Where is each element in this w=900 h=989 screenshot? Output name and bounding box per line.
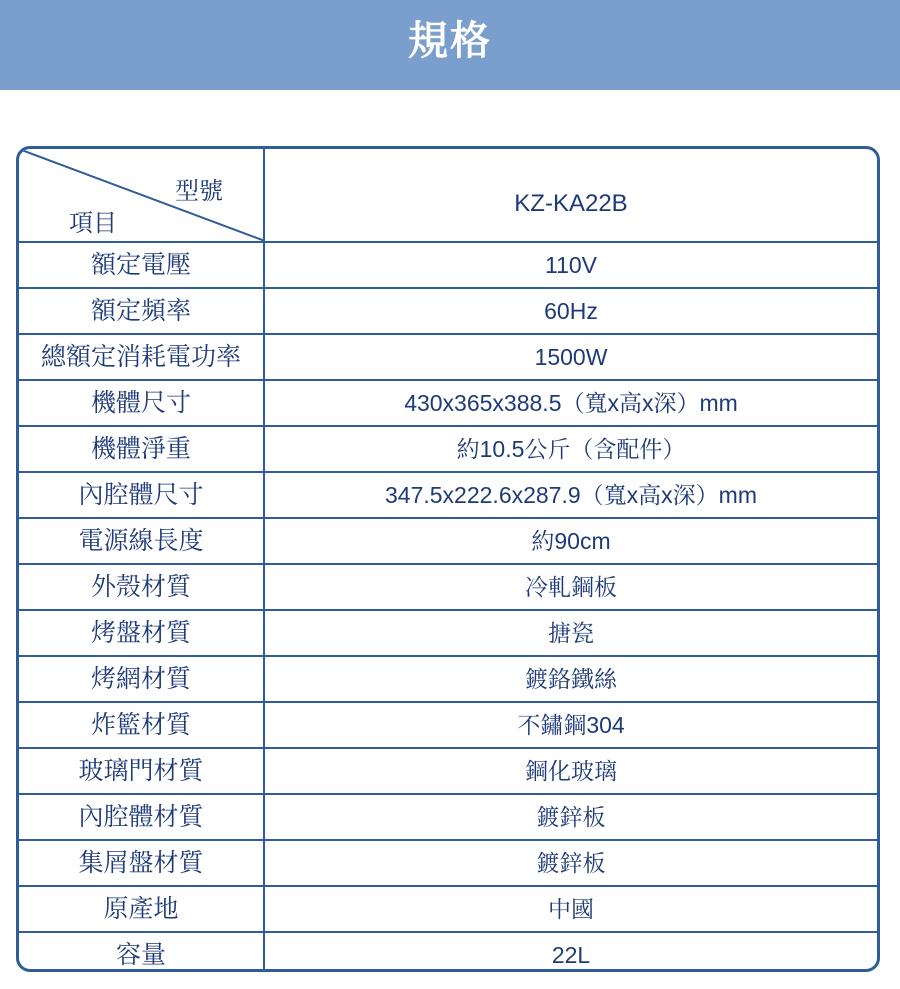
row-value: 約10.5公斤（含配件） bbox=[456, 436, 686, 462]
table-row bbox=[19, 841, 877, 887]
row-value: 鍍鋅板 bbox=[536, 804, 606, 830]
row-label: 集屑盤材質 bbox=[19, 841, 265, 885]
row-value: 鍍鉻鐵絲 bbox=[525, 666, 617, 692]
row-value: 110V bbox=[544, 252, 597, 278]
header-corner-cell bbox=[19, 149, 265, 241]
table-row bbox=[19, 381, 877, 427]
row-label: 容量 bbox=[19, 933, 265, 972]
table-row bbox=[19, 565, 877, 611]
row-label: 烤網材質 bbox=[19, 657, 265, 701]
row-label: 烤盤材質 bbox=[19, 611, 265, 655]
row-label: 內腔體尺寸 bbox=[19, 473, 265, 517]
table-row bbox=[19, 243, 877, 289]
row-value: 約90cm bbox=[531, 528, 611, 554]
row-value: 不鏽鋼304 bbox=[517, 712, 625, 738]
table-row bbox=[19, 611, 877, 657]
row-value: 22L bbox=[551, 942, 591, 968]
row-label: 外殼材質 bbox=[19, 565, 265, 609]
row-label: 總額定消耗電功率 bbox=[19, 335, 265, 379]
banner-title: 規格 bbox=[408, 18, 492, 64]
table-row bbox=[19, 657, 877, 703]
row-value: 鍍鋅板 bbox=[536, 850, 606, 876]
table-row bbox=[19, 887, 877, 933]
table-row bbox=[19, 749, 877, 795]
row-label: 機體尺寸 bbox=[19, 381, 265, 425]
row-label: 機體淨重 bbox=[19, 427, 265, 471]
row-value: 60Hz bbox=[544, 298, 598, 324]
diagonal-divider bbox=[19, 149, 265, 241]
row-label: 炸籃材質 bbox=[19, 703, 265, 747]
table-row bbox=[19, 795, 877, 841]
row-value: 搪瓷 bbox=[548, 620, 594, 646]
row-value: 1500W bbox=[534, 344, 608, 370]
table-row bbox=[19, 703, 877, 749]
header-model-value: KZ-KA22B bbox=[514, 190, 628, 217]
table-row bbox=[19, 933, 877, 972]
row-label: 內腔體材質 bbox=[19, 795, 265, 839]
spec-table bbox=[16, 146, 880, 972]
row-label: 額定電壓 bbox=[19, 243, 265, 287]
row-label: 額定頻率 bbox=[19, 289, 265, 333]
row-value: 中國 bbox=[548, 896, 594, 922]
row-value: 鋼化玻璃 bbox=[525, 758, 617, 784]
row-label: 玻璃門材質 bbox=[19, 749, 265, 793]
table-row bbox=[19, 519, 877, 565]
table-row bbox=[19, 473, 877, 519]
row-label: 電源線長度 bbox=[19, 519, 265, 563]
table-row bbox=[19, 289, 877, 335]
row-value: 347.5x222.6x287.9（寬x高x深）mm bbox=[385, 482, 757, 508]
row-label: 原產地 bbox=[19, 887, 265, 931]
row-value: 430x365x388.5（寬x高x深）mm bbox=[404, 390, 738, 416]
spec-rows bbox=[19, 243, 877, 972]
table-header-row bbox=[19, 149, 877, 243]
header-item-label: 項目 bbox=[69, 209, 117, 237]
spec-banner bbox=[0, 0, 900, 90]
header-model-label: 型號 bbox=[175, 177, 223, 205]
row-value: 冷軋鋼板 bbox=[525, 574, 617, 600]
table-row bbox=[19, 427, 877, 473]
table-row bbox=[19, 335, 877, 381]
